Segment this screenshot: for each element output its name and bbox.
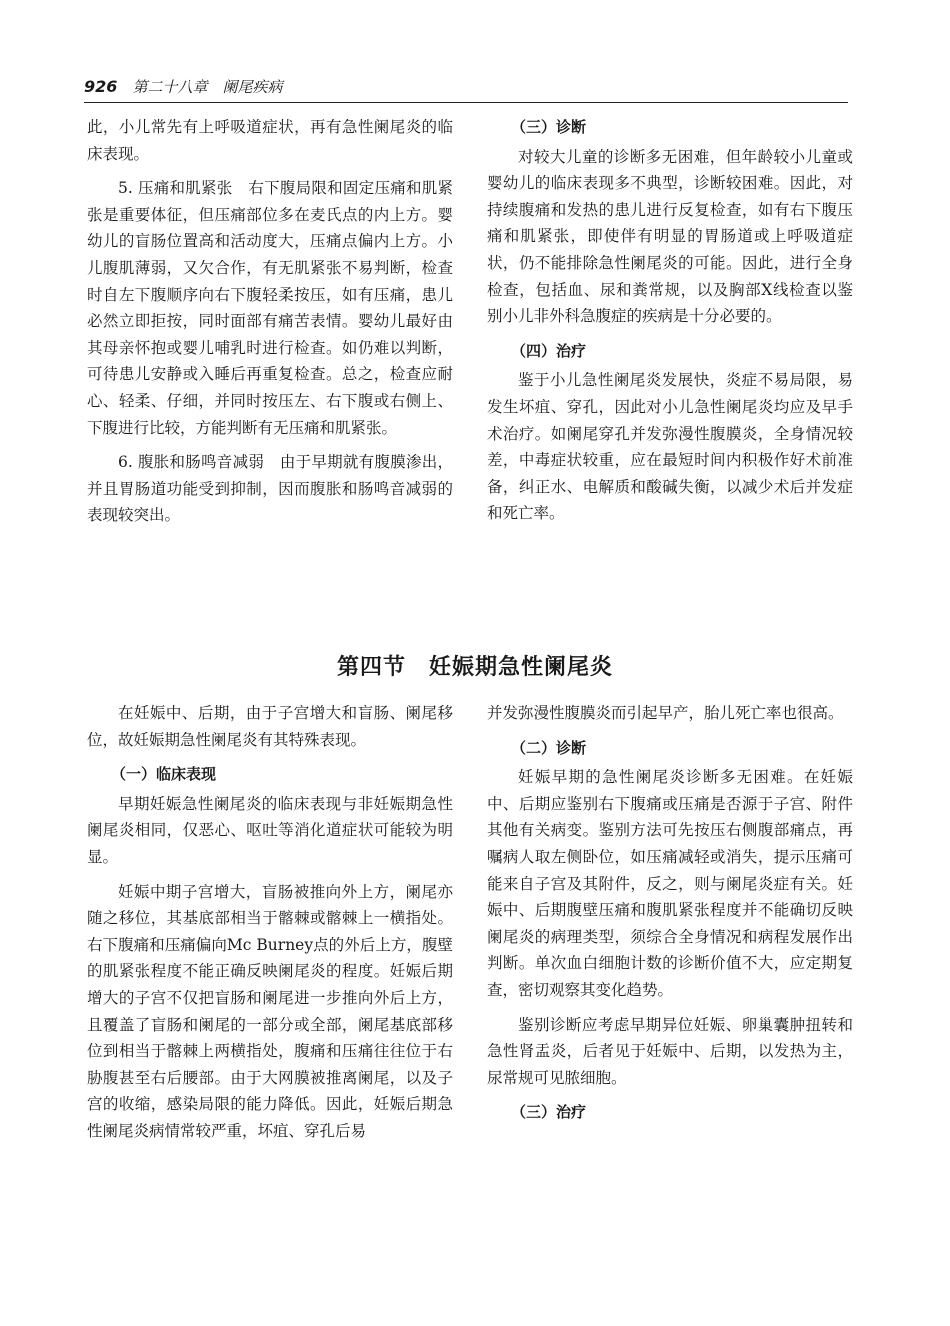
bottom-right-column — [487, 700, 853, 1129]
paragraph: 此，小儿常先有上呼吸道症状，再有急性阑尾炎的临床表现。 — [87, 118, 453, 163]
subheading-diagnosis: （二）诊断 — [511, 738, 587, 757]
page-number: 926 — [84, 77, 118, 96]
paragraph: 并发弥漫性腹膜炎而引起早产，胎儿死亡率也很高。 — [487, 704, 844, 722]
subheading-clinical: （一）临床表现 — [111, 765, 217, 784]
paragraph: 对较大儿童的诊断多无困难，但年龄较小儿童或婴幼儿的临床表现多不典型，诊断较困难。因此，对持续腹痛和发热的患儿进行反复检查，如有右下腹压痛和肌紧张，即使伴有明显的胃肠道或上呼吸道症状，仍不能排除急性阑尾炎的可能。因此，进行全身检查，包括血、尿和粪常规，以及胸部X线检查以鉴别小儿非外科急腹症的疾病是十分必要的。 — [487, 147, 853, 326]
paragraph: 妊娠早期的急性阑尾炎诊断多无困难。在妊娠中、后期应鉴别右下腹痛或压痛是否源于子宫、附件其他有关病变。鉴别方法可先按压右侧腹部痛点，再嘱病人取左侧卧位，如压痛减轻或消失，提示压痛可能来自子宫及其附件，反之，则与阑尾炎症有关。妊娠中、后期腹壁压痛和腹肌紧张程度并不能确切反映阑尾炎的病理类型，须综合全身情况和病程发展作出判断。单次血白细胞计数的诊断价值不大，应定期复查，密切观察其变化趋势。 — [487, 768, 853, 999]
top-left-column — [87, 114, 453, 537]
section-title: 第四节 妊娠期急性阑尾炎 — [336, 655, 613, 680]
top-right-column — [487, 114, 853, 535]
paragraph: 早期妊娠急性阑尾炎的临床表现与非妊娠期急性阑尾炎相同，仅恶心、呕吐等消化道症状可能较为明显。 — [87, 794, 453, 866]
paragraph: 5. 压痛和肌紧张 右下腹局限和固定压痛和肌紧张是重要体征，但压痛部位多在麦氏点的内上方。婴幼儿的盲肠位置高和活动度大，压痛点偏内上方。小儿腹肌薄弱，又欠合作，有无肌紧张不易判断，检查时自左下腹顺序向右下腹轻柔按压，如有压痛，患儿必然立即拒按，同时面部有痛苦表情。婴幼儿最好由其母亲怀抱或婴儿哺乳时进行检查。如仍难以判断，可待患儿安静或入睡后再重复检查。总之，检查应耐心、轻柔、仔细，并同时按压左、右下腹或右侧上、下腹进行比较，方能判断有无压痛和肌紧张。 — [87, 179, 453, 437]
paragraph: 鉴别诊断应考虑早期异位妊娠、卵巢囊肿扭转和急性肾盂炎，后者见于妊娠中、后期，以发热为主，尿常规可见脓细胞。 — [487, 1015, 853, 1087]
subheading-treatment: （三）治疗 — [511, 1103, 587, 1122]
paragraph: 妊娠中期子宫增大，盲肠被推向外上方，阑尾亦随之移位，其基底部相当于髂棘或髂棘上一横指处。右下腹痛和压痛偏向Mc Burney点的外后上方，腹壁的肌紧张程度不能正确反映阑尾炎的程度。妊娠后期增大的子宫不仅把盲肠和阑尾进一步推向外后上方，且覆盖了盲肠和阑尾的一部分或全部，阑尾基底部移位到相当于髂棘上两横指处，腹痛和压痛往往位于右胁腹甚至右后腰部。由于大网膜被推离阑尾，以及子宫的收缩，感染局限的能力降低。因此，妊娠后期急性阑尾炎病情常较严重，坏疽、穿孔后易 — [87, 882, 453, 1140]
subheading-diagnosis: （三）诊断 — [511, 118, 587, 136]
page-header — [84, 76, 848, 103]
chapter-title: 第二十八章 阑尾疾病 — [132, 78, 283, 96]
paragraph: 鉴于小儿急性阑尾炎发展快，炎症不易局限，易发生坏疽、穿孔，因此对小儿急性阑尾炎均应及早手术治疗。如阑尾穿孔并发弥漫性腹膜炎，全身情况较差，中毒症状较重，应在最短时间内积极作好术前准备，纠正水、电解质和酸碱失衡，以减少术后并发症和死亡率。 — [487, 371, 853, 523]
paragraph: 6. 腹胀和肠鸣音减弱 由于早期就有腹膜渗出，并且胃肠道功能受到抑制，因而腹胀和肠鸣音减弱的表现较突出。 — [87, 453, 453, 525]
bottom-left-column — [87, 700, 453, 1153]
paragraph: 在妊娠中、后期，由于子宫增大和盲肠、阑尾移位，故妊娠期急性阑尾炎有其特殊表现。 — [87, 704, 453, 749]
subheading-treatment: （四）治疗 — [511, 341, 587, 360]
